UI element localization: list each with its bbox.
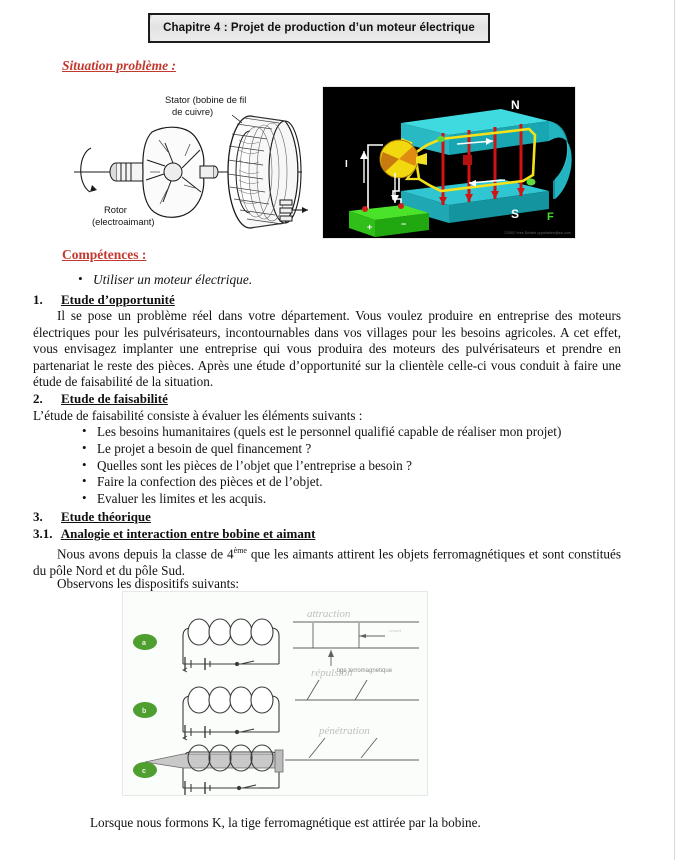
paragraph-theorique-lead (33, 543, 621, 580)
chapter-title-text: Chapitre 4 : Projet de production d’un moteur électrique (163, 22, 475, 34)
faisabilite-list (80, 424, 640, 508)
heading-situation-probleme: Situation problème : (62, 58, 177, 73)
svg-text:Stator (bobine de fil: Stator (bobine de fil (165, 94, 247, 105)
section-title: Etude de faisabilité (61, 391, 168, 406)
section-number: 2. (33, 391, 43, 406)
svg-text:−: − (401, 219, 407, 229)
chapter-title-box (148, 13, 490, 43)
paragraph-faisabilite-intro: L’étude de faisabilité consiste à évaluer les éléments suivants : (33, 408, 363, 423)
paragraph-conclusion: Lorsque nous formons K, la tige ferromagnétique est attirée par la bobine. (90, 815, 481, 830)
svg-text:attraction: attraction (307, 608, 351, 620)
svg-text:F: F (547, 211, 554, 223)
section-heading-2 (33, 391, 168, 407)
figure-stator-rotor (64, 88, 312, 240)
svg-text:b: b (142, 708, 147, 715)
section-title: Etude d’opportunité (61, 292, 175, 307)
svg-text:S: S (511, 207, 520, 221)
section-heading-3-1 (33, 526, 315, 542)
list-item: • Les besoins humanitaires (quels est le personnel qualifié capable de réaliser mon projet) (80, 424, 640, 441)
lead-text-part1: Nous avons depuis la classe de 4 (57, 546, 234, 562)
section-number: 3.1. (33, 526, 53, 541)
section-number: 3. (33, 509, 43, 524)
svg-text:pénétration: pénétration (319, 725, 370, 737)
list-item: • Faire la confection des pièces et de l’objet. (80, 474, 640, 491)
section-heading-1 (33, 292, 175, 308)
paragraph-observons: Observons les dispositifs suivants: (57, 576, 240, 591)
svg-text:I: I (345, 159, 348, 170)
list-item: • Utiliser un moteur électrique. (76, 272, 376, 289)
svg-text:tige ferromagnétique: tige ferromagnétique (337, 668, 393, 674)
competences-list (76, 272, 376, 289)
page-right-edge (674, 0, 675, 860)
figure-3d-motor (322, 86, 576, 239)
svg-text:N: N (511, 98, 520, 112)
svg-text:c: c (142, 768, 146, 775)
svg-text:a: a (142, 640, 146, 647)
paragraph-opportunite: Il se pose un problème réel dans votre département. Vous voulez produire en entreprise des moteurs électriques pour les pulvérisateurs, incontournables dans vos villages pour les besoins agricoles. A cet effet, vous envisagez implanter une entreprise qui vous produira des moteurs des pulvérisateurs et prendre en partenariat le reste des pièces. Après une étude d’opportunité sur la clientèle celle-ci vous conduit à faire une étude de faisabilité de la situation. (33, 308, 621, 390)
svg-text:(electroaimant): (electroaimant) (92, 216, 155, 227)
svg-text:Rotor: Rotor (104, 204, 127, 215)
svg-text:répulsion: répulsion (311, 667, 353, 679)
section-number: 1. (33, 292, 43, 307)
svg-text:+: + (367, 222, 373, 232)
ordinal-suffix: ème (233, 546, 247, 555)
section-title: Analogie et interaction entre bobine et aimant (60, 526, 316, 541)
lead-text-part2: que les aimants attirent les objets ferromagnétiques et sont constitués du pôle Nord et du pôle Sud. (33, 546, 621, 578)
section-title: Etude théorique (61, 509, 151, 524)
svg-text:de cuivre): de cuivre) (172, 106, 214, 117)
list-item: • Quelles sont les pièces de l’objet que l’entreprise a besoin ? (80, 458, 640, 475)
heading-competences: Compétences : (62, 247, 147, 262)
list-item: • Le projet a besoin de quel financement ? (80, 441, 640, 458)
list-item: • Evaluer les limites et les acquis. (80, 491, 640, 508)
svg-text:ressort: ressort (389, 628, 402, 633)
figure-coil-devices (122, 591, 428, 796)
section-heading-3 (33, 509, 151, 525)
image-watermark: ©2002 Yves Delatte cyparlatien@aol.com (504, 231, 571, 235)
